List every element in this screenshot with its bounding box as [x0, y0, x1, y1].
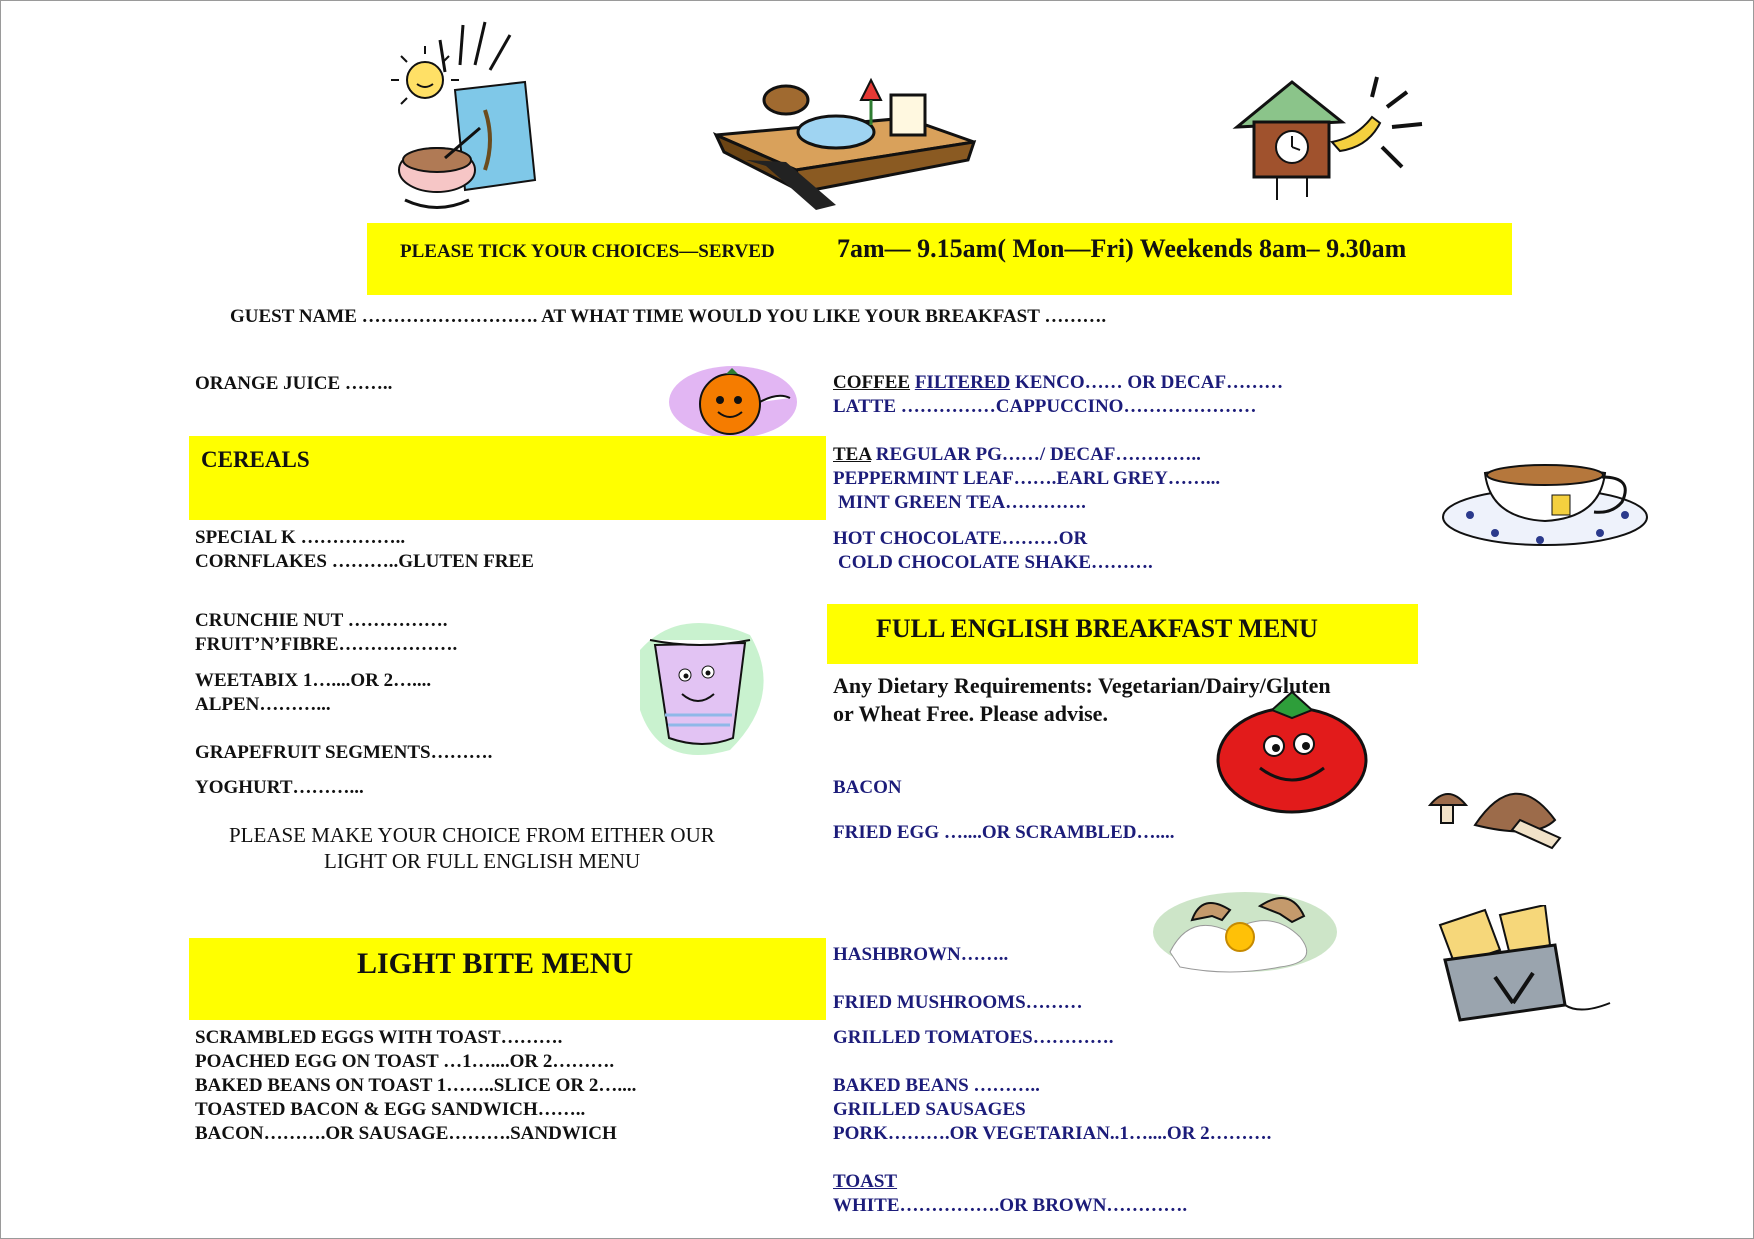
egg-option[interactable]: FRIED EGG …....OR SCRAMBLED….... — [833, 822, 1175, 843]
dietary-note-line-2: or Wheat Free. Please advise. — [833, 701, 1108, 726]
cereal-option[interactable]: FRUIT’N’FIBRE………………. — [195, 634, 458, 655]
full-english-heading: FULL ENGLISH BREAKFAST MENU — [876, 614, 1318, 643]
coffee-choices: KENCO…… OR DECAF……… — [1010, 372, 1284, 393]
orange-juice-option[interactable]: ORANGE JUICE …….. — [195, 373, 393, 394]
cereal-option[interactable]: YOGHURT………... — [195, 777, 364, 798]
egg-icon — [1150, 882, 1338, 974]
mushroom-icon — [1425, 780, 1575, 850]
tea-label: TEA — [833, 444, 872, 465]
light-bite-option[interactable]: POACHED EGG ON TOAST …1…....OR 2………. — [195, 1051, 615, 1072]
cereals-heading: CEREALS — [201, 447, 310, 472]
orange-icon — [668, 362, 813, 440]
hot-chocolate-option[interactable]: HOT CHOCOLATE………OR — [833, 528, 1088, 549]
tea-option[interactable] — [833, 444, 1201, 466]
cereal-option[interactable]: SPECIAL K …………….. — [195, 527, 406, 548]
breakfast-table-icon — [706, 70, 981, 220]
tick-choices-label: PLEASE TICK YOUR CHOICES—SERVED — [400, 241, 775, 262]
cereal-option[interactable]: WEETABIX 1…....OR 2….... — [195, 670, 432, 691]
cereal-option[interactable]: GRAPEFRUIT SEGMENTS………. — [195, 742, 493, 763]
cuckoo-clock-icon — [1232, 72, 1432, 207]
cereal-option[interactable]: ALPEN………... — [195, 694, 331, 715]
choice-note-line-1: PLEASE MAKE YOUR CHOICE FROM EITHER OUR — [229, 823, 715, 847]
cereal-box-icon — [385, 10, 560, 220]
cold-chocolate-option[interactable]: COLD CHOCOLATE SHAKE………. — [838, 552, 1153, 573]
hashbrown-option[interactable]: HASHBROWN…….. — [833, 944, 1009, 965]
light-bite-option[interactable]: SCRAMBLED EGGS WITH TOAST………. — [195, 1027, 563, 1048]
coffee-label: COFFEE — [833, 372, 911, 393]
teacup-icon — [1440, 455, 1655, 555]
tea-choices: REGULAR PG……/ DECAF………….. — [871, 444, 1201, 465]
cereal-option[interactable]: CORNFLAKES ………..GLUTEN FREE — [195, 551, 534, 572]
latte-cappuccino-option[interactable]: LATTE ……………CAPPUCCINO………………… — [833, 396, 1257, 417]
filtered-label: FILTERED — [914, 372, 1011, 393]
pork-vegetarian-option[interactable]: PORK……….OR VEGETARIAN..1…....OR 2………. — [833, 1123, 1272, 1144]
sausages-option[interactable]: GRILLED SAUSAGES — [833, 1099, 1026, 1120]
baked-beans-option[interactable]: BAKED BEANS ……….. — [833, 1075, 1040, 1096]
service-times: 7am— 9.15am( Mon—Fri) Weekends 8am– 9.30am — [837, 234, 1407, 263]
tomatoes-option[interactable]: GRILLED TOMATOES…………. — [833, 1027, 1114, 1048]
toast-option[interactable]: WHITE…………….OR BROWN…………. — [833, 1195, 1188, 1216]
tomato-icon — [1212, 688, 1372, 816]
mushrooms-option[interactable]: FRIED MUSHROOMS……… — [833, 992, 1083, 1013]
choice-note-line-2: LIGHT OR FULL ENGLISH MENU — [324, 849, 641, 873]
bacon-option[interactable]: BACON — [833, 777, 902, 798]
peppermint-earl-grey-option[interactable]: PEPPERMINT LEAF…….EARL GREY……... — [833, 468, 1221, 489]
light-bite-option[interactable]: BACON……….OR SAUSAGE……….SANDWICH — [195, 1123, 617, 1144]
toast-label: TOAST — [833, 1171, 898, 1192]
cereal-option[interactable]: CRUNCHIE NUT ……………. — [195, 610, 448, 631]
dietary-note-line-1: Any Dietary Requirements: Vegetarian/Dairy/Gluten — [833, 673, 1331, 698]
toaster-icon — [1425, 905, 1615, 1030]
coffee-option[interactable] — [833, 372, 1283, 394]
light-bite-option[interactable]: TOASTED BACON & EGG SANDWICH…….. — [195, 1099, 586, 1120]
light-bite-heading: LIGHT BITE MENU — [357, 947, 634, 980]
mint-green-tea-option[interactable]: MINT GREEN TEA…………. — [838, 492, 1086, 513]
yoghurt-pot-icon — [620, 610, 775, 765]
guest-name-time-field[interactable]: GUEST NAME ………………………. AT WHAT TIME WOULD YOU LIKE YOUR BREAKFAST ………. — [230, 306, 1107, 327]
light-bite-option[interactable]: BAKED BEANS ON TOAST 1……..SLICE OR 2….... — [195, 1075, 637, 1096]
